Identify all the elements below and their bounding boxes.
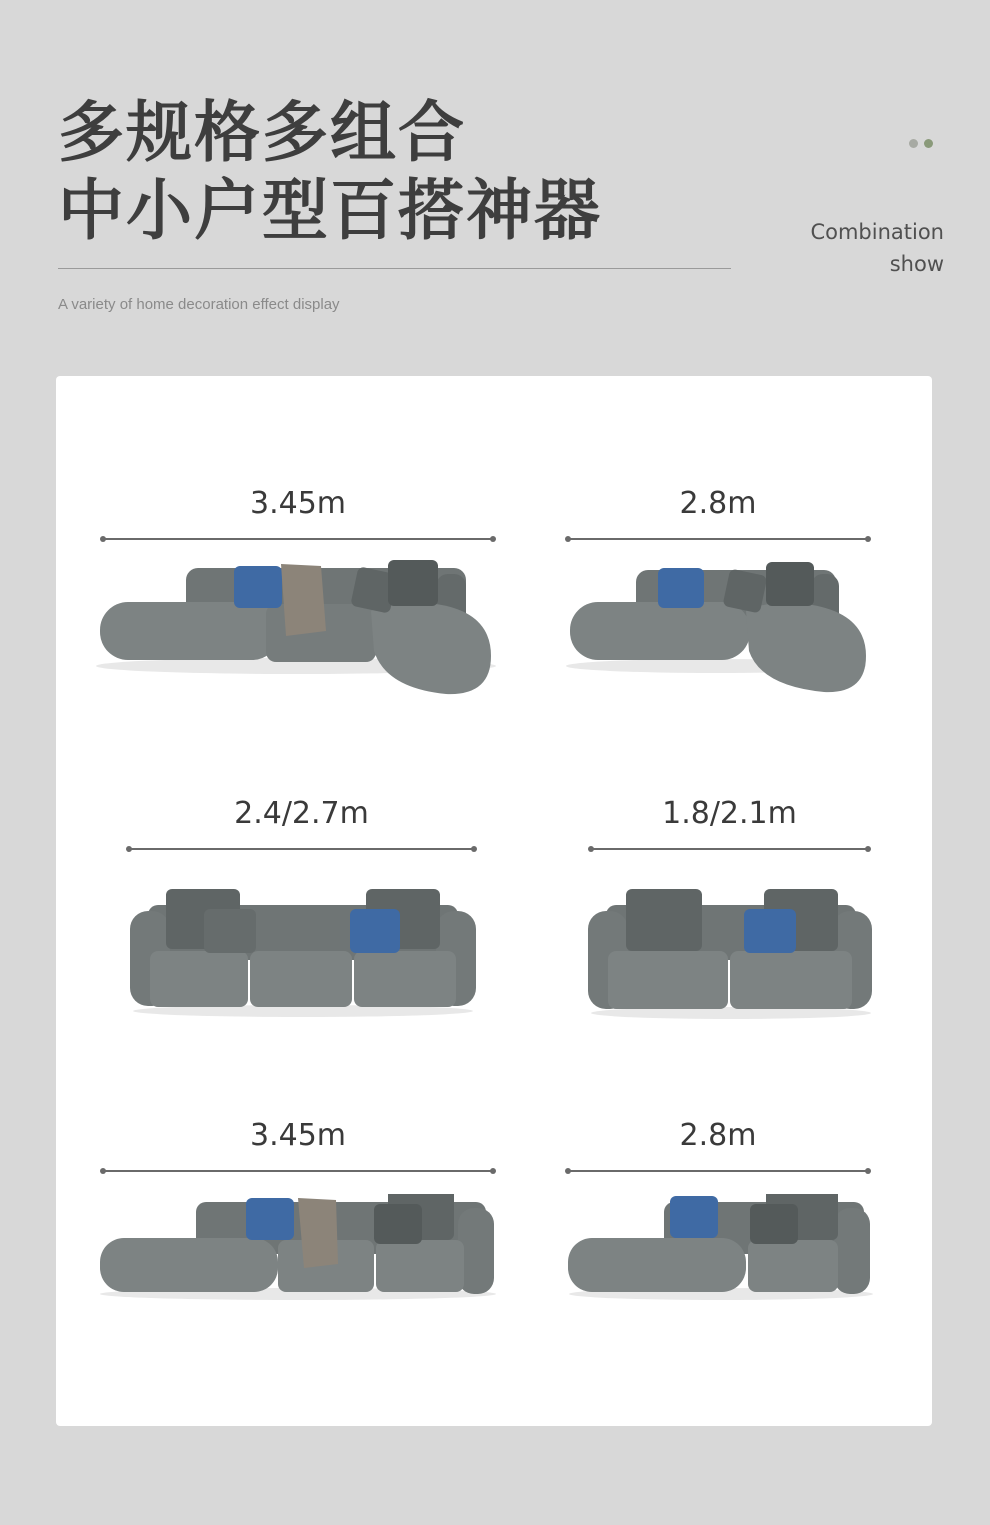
combination-text: Combination xyxy=(810,220,944,244)
sofa-image-three-seater xyxy=(128,881,478,1021)
sofa-image-two-seater xyxy=(586,881,876,1021)
measure-bar xyxy=(128,848,475,850)
sofa-image-corner xyxy=(566,556,876,696)
size-label: 3.45m xyxy=(249,1118,347,1153)
measure-bar xyxy=(567,538,869,540)
show-text: show xyxy=(889,252,944,276)
sofa-image-chaise xyxy=(566,1194,876,1304)
sofa-image-long-chaise xyxy=(98,1194,498,1304)
page-title-line-1: 多规格多组合 xyxy=(58,94,466,171)
size-label: 1.8/2.1m xyxy=(662,796,797,831)
header-divider xyxy=(58,268,731,269)
pillow-blue xyxy=(234,566,282,608)
size-label: 2.4/2.7m xyxy=(234,796,369,831)
size-label: 3.45m xyxy=(249,486,347,521)
page-subtitle: A variety of home decoration effect display xyxy=(58,296,340,313)
product-card xyxy=(56,376,932,1426)
size-label: 2.8m xyxy=(679,1118,757,1153)
size-label: 2.8m xyxy=(679,486,757,521)
sofa-image-corner-chaise xyxy=(96,556,506,696)
measure-bar xyxy=(102,538,494,540)
measure-bar xyxy=(567,1170,869,1172)
dot-icon xyxy=(924,139,933,148)
measure-bar xyxy=(590,848,869,850)
combination-show-label xyxy=(810,216,944,280)
dot-icon xyxy=(909,139,918,148)
page-title-line-2: 中小户型百搭神器 xyxy=(58,172,602,249)
measure-bar xyxy=(102,1170,494,1172)
decorative-dots xyxy=(909,133,939,152)
